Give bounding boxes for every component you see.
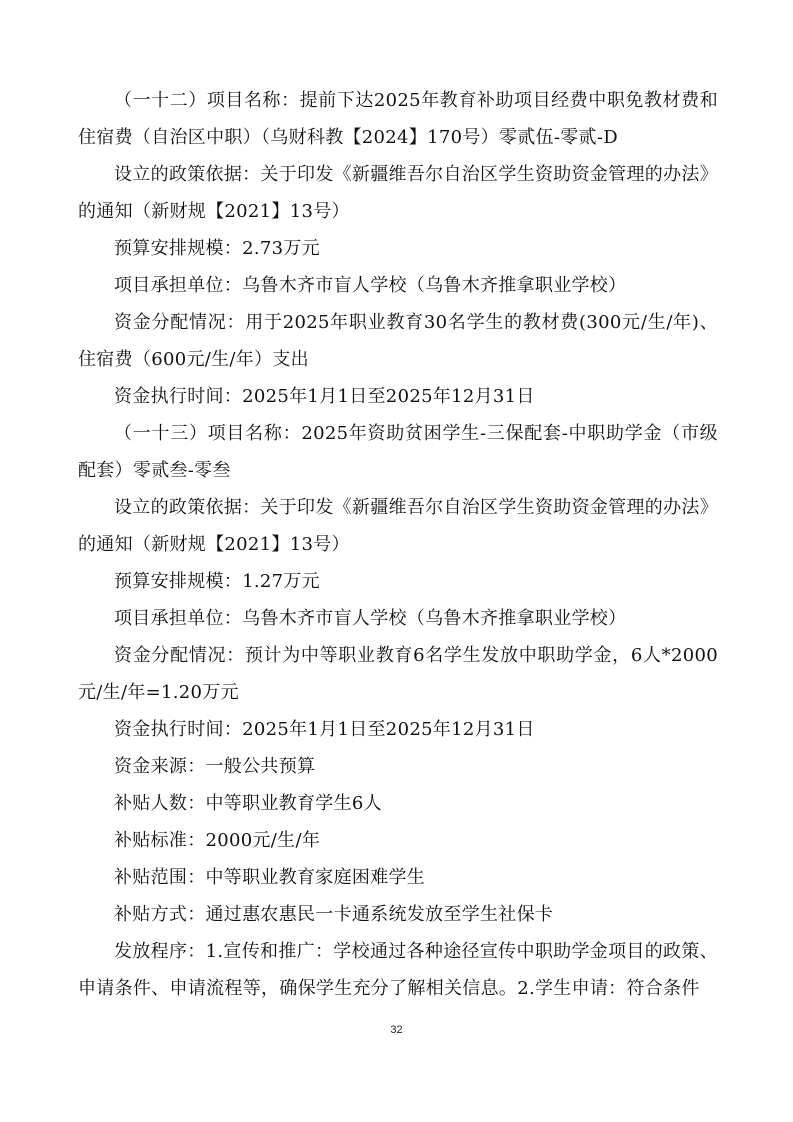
project-13-budget-paragraph: 预算安排规模：1.27万元 — [114, 571, 320, 592]
project-13-policy-basis-paragraph: 设立的政策依据：关于印发《新疆维吾尔自治区学生资助资金管理的办法》的通知（新财规【2021】13号） — [78, 497, 718, 555]
project-12-execution-time-paragraph: 资金执行时间：2025年1月1日至2025年12月31日 — [114, 386, 535, 407]
fund-source-paragraph: 资金来源：一般公共预算 — [114, 756, 316, 777]
project-12-fund-allocation-paragraph: 资金分配情况：用于2025年职业教育30名学生的教材费(300元/生/年)、住宿费（600元/生/年）支出 — [78, 312, 718, 370]
subsidy-method-paragraph: 补贴方式：通过惠农惠民一卡通系统发放至学生社保卡 — [114, 904, 554, 925]
project-13-name-paragraph: （一十三）项目名称：2025年资助贫困学生-三保配套-中职助学金（市级配套）零贰叁-零叁 — [78, 423, 718, 481]
project-13-fund-allocation-paragraph: 资金分配情况：预计为中等职业教育6名学生发放中职助学金，6人*2000元/生/年=1.20万元 — [78, 645, 718, 703]
project-12-name-paragraph: （一十二）项目名称：提前下达2025年教育补助项目经费中职免教材费和住宿费（自治区中职）（乌财科教【2024】170号）零贰伍-零贰-D — [78, 90, 718, 148]
document-body — [78, 82, 718, 1007]
subsidy-count-paragraph: 补贴人数：中等职业教育学生6人 — [114, 793, 382, 814]
subsidy-standard-paragraph: 补贴标准：2000元/生/年 — [114, 830, 321, 851]
project-13-undertaking-unit-paragraph: 项目承担单位：乌鲁木齐市盲人学校（乌鲁木齐推拿职业学校） — [114, 608, 627, 629]
distribution-procedure-paragraph: 发放程序：1.宣传和推广：学校通过各种途径宣传中职助学金项目的政策、申请条件、申请流程等，确保学生充分了解相关信息。2.学生申请：符合条件 — [78, 941, 718, 999]
project-12-budget-paragraph: 预算安排规模：2.73万元 — [114, 238, 320, 259]
project-13-execution-time-paragraph: 资金执行时间：2025年1月1日至2025年12月31日 — [114, 719, 535, 740]
project-12-undertaking-unit-paragraph: 项目承担单位：乌鲁木齐市盲人学校（乌鲁木齐推拿职业学校） — [114, 275, 627, 296]
project-12-policy-basis-paragraph: 设立的政策依据：关于印发《新疆维吾尔自治区学生资助资金管理的办法》的通知（新财规【2021】13号） — [78, 164, 718, 222]
subsidy-scope-paragraph: 补贴范围：中等职业教育家庭困难学生 — [114, 867, 426, 888]
page-number: 32 — [390, 1024, 403, 1036]
